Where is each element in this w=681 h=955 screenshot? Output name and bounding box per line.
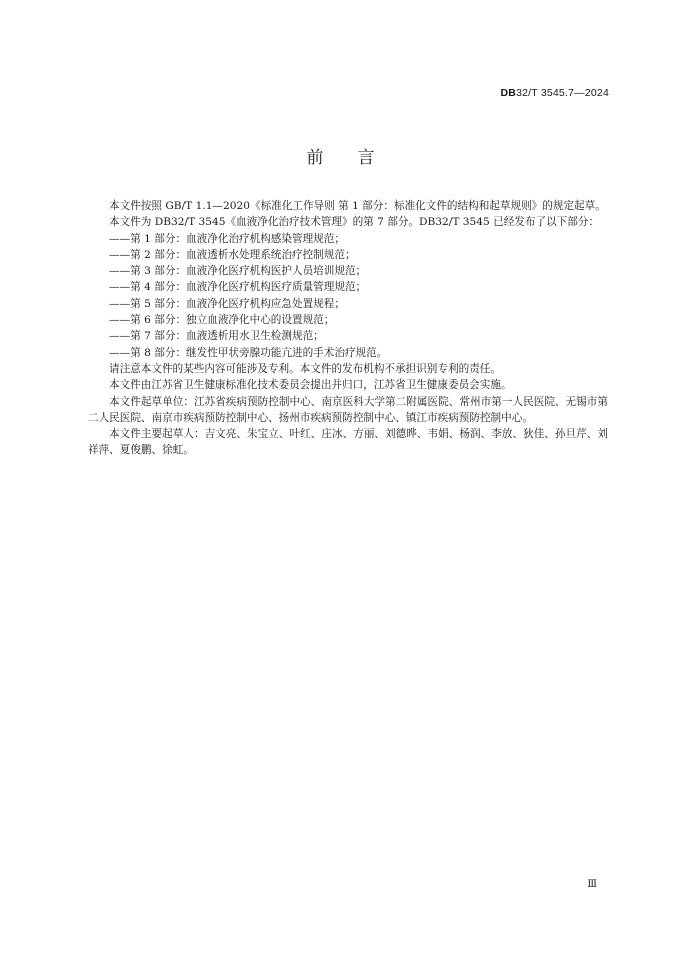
title-char-1: 前 — [306, 148, 324, 168]
list-item-part-8: ——第 8 部分：继发性甲状旁腺功能亢进的手术治疗规范。 — [109, 346, 388, 359]
list-item-part-1: ——第 1 部分：血液净化治疗机构感染管理规范； — [109, 232, 345, 245]
paragraph-proposer: 本文件由江苏省卫生健康标准化技术委员会提出并归口，江苏省卫生健康委员会实施。 — [109, 379, 512, 392]
list-item-part-6: ——第 6 部分：独立血液净化中心的设置规范； — [109, 314, 335, 327]
list-item-part-7: ——第 7 部分：血液透析用水卫生检测规范； — [109, 330, 324, 343]
paragraph-drafting-units: 本文件起草单位：江苏省疾病预防控制中心、南京医科大学第二附属医院、常州市第一人民医院、无锡市第二人民医院、南京市疾病预防控制中心、扬州市疾病预防控制中心、镇江市疾病预防控制中心。 — [88, 395, 608, 424]
paragraph-drafting-rules: 本文件按照 GB/T 1.1—2020《标准化工作导则 第 1 部分：标准化文件的结构和起草规则》的规定起草。 — [109, 200, 606, 212]
list-item-part-4: ——第 4 部分：血液净化医疗机构医疗质量管理规范； — [109, 281, 367, 294]
paragraph-series-intro: 本文件为 DB32/T 3545《血液净化治疗技术管理》的第 7 部分。DB32/T 3545 已经发布了以下部分： — [109, 216, 600, 229]
foreword-body — [88, 198, 608, 459]
list-item-part-2: ——第 2 部分：血液透析水处理系统治疗控制规范； — [109, 248, 356, 261]
standard-code-prefix: DB — [500, 87, 517, 99]
page-number: Ⅲ — [587, 879, 597, 890]
list-item-part-3: ——第 3 部分：血液净化医疗机构医护人员培训规范； — [109, 265, 367, 278]
page-title — [0, 143, 681, 168]
paragraph-patent-notice: 请注意本文件的某些内容可能涉及专利。本文件的发布机构不承担识别专利的责任。 — [109, 362, 501, 375]
standard-code-header — [501, 87, 610, 99]
list-item-part-5: ——第 5 部分：血液净化医疗机构应急处置规程； — [109, 297, 345, 310]
standard-code-number: 32/T 3545.7—2024 — [516, 87, 609, 99]
paragraph-drafters: 本文件主要起草人：吉文亮、朱宝立、叶红、庄冰、方丽、刘德晔、韦娟、杨润、李放、狄佳、孙旦芹、刘祥萍、夏俊鹏、徐虹。 — [88, 428, 608, 457]
title-char-2: 言 — [357, 148, 375, 168]
